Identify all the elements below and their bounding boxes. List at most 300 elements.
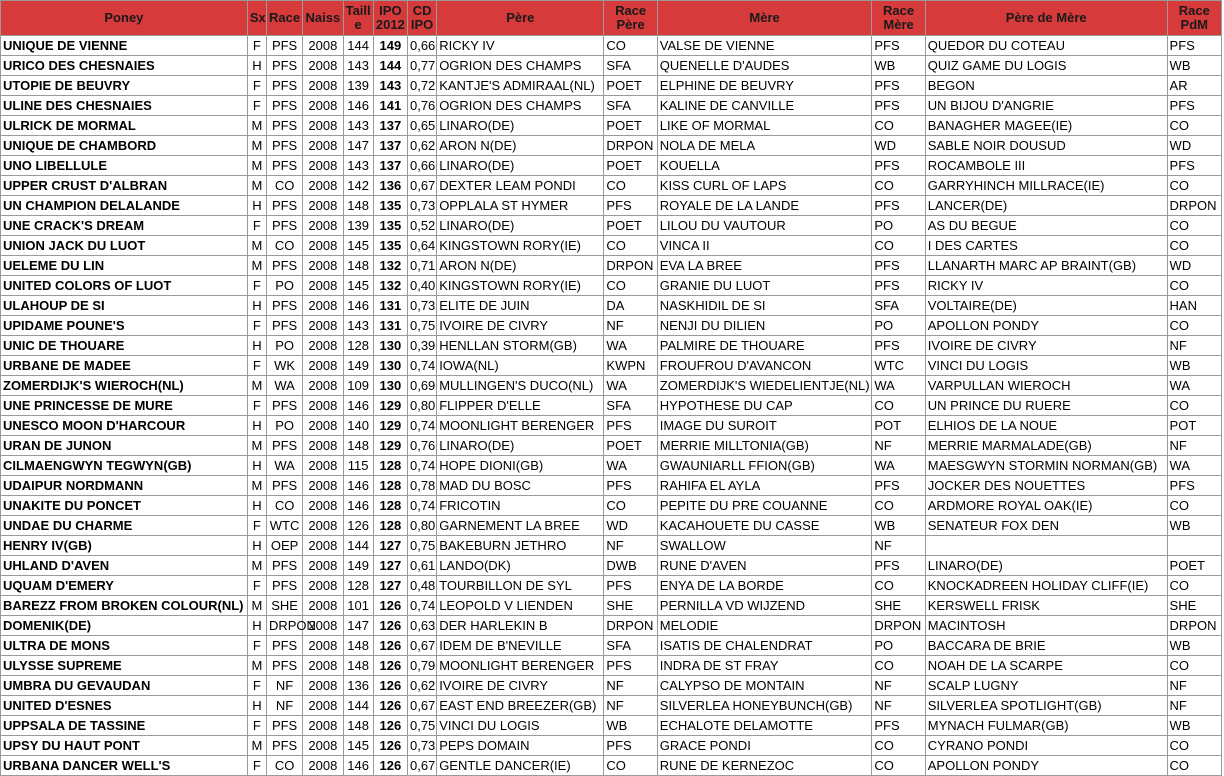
cell-sexe: F xyxy=(247,316,266,336)
cell-cd-ipo: 0,67 xyxy=(407,696,436,716)
cell-pere: KANTJE'S ADMIRAAL(NL) xyxy=(437,76,604,96)
cell-ipo-2012: 130 xyxy=(373,356,407,376)
cell-naissance: 2008 xyxy=(303,616,343,636)
cell-pere: HOPE DIONI(GB) xyxy=(437,456,604,476)
cell-taille: 145 xyxy=(343,276,373,296)
cell-sexe: F xyxy=(247,276,266,296)
cell-race-pdm: WB xyxy=(1167,636,1221,656)
cell-race: PFS xyxy=(266,116,302,136)
cell-race-pdm: PFS xyxy=(1167,96,1221,116)
cell-race: WA xyxy=(266,376,302,396)
cell-race-mere: WB xyxy=(872,516,925,536)
table-row xyxy=(1,476,1222,496)
cell-naissance: 2008 xyxy=(303,316,343,336)
cell-race-pdm: POET xyxy=(1167,556,1221,576)
cell-poney: UQUAM D'EMERY xyxy=(1,576,248,596)
cell-race: PFS xyxy=(266,296,302,316)
cell-poney: UNIC DE THOUARE xyxy=(1,336,248,356)
cell-taille: 147 xyxy=(343,136,373,156)
cell-pere: LINARO(DE) xyxy=(437,116,604,136)
table-row xyxy=(1,756,1222,776)
cell-ipo-2012: 137 xyxy=(373,116,407,136)
cell-pere-de-mere: MAESGWYN STORMIN NORMAN(GB) xyxy=(925,456,1167,476)
cell-pere: FRICOTIN xyxy=(437,496,604,516)
cell-race-pdm: WB xyxy=(1167,356,1221,376)
cell-pere-de-mere: GARRYHINCH MILLRACE(IE) xyxy=(925,176,1167,196)
cell-pere-de-mere: NOAH DE LA SCARPE xyxy=(925,656,1167,676)
cell-race-mere: PO xyxy=(872,636,925,656)
cell-race: WK xyxy=(266,356,302,376)
cell-race-pdm: CO xyxy=(1167,116,1221,136)
cell-pere-de-mere: SCALP LUGNY xyxy=(925,676,1167,696)
cell-race-pere: WA xyxy=(604,376,657,396)
cell-pere-de-mere: BEGON xyxy=(925,76,1167,96)
cell-race-pere: SFA xyxy=(604,96,657,116)
cell-race-pdm: CO xyxy=(1167,496,1221,516)
cell-race-mere: CO xyxy=(872,396,925,416)
table-row xyxy=(1,216,1222,236)
cell-race-pere: WD xyxy=(604,516,657,536)
cell-cd-ipo: 0,72 xyxy=(407,76,436,96)
cell-naissance: 2008 xyxy=(303,36,343,56)
cell-race-mere: PFS xyxy=(872,156,925,176)
cell-cd-ipo: 0,62 xyxy=(407,676,436,696)
cell-race-pdm: CO xyxy=(1167,316,1221,336)
table-row xyxy=(1,376,1222,396)
cell-cd-ipo: 0,75 xyxy=(407,716,436,736)
cell-taille: 128 xyxy=(343,336,373,356)
cell-race: PFS xyxy=(266,476,302,496)
cell-poney: ZOMERDIJK'S WIEROCH(NL) xyxy=(1,376,248,396)
cell-cd-ipo: 0,74 xyxy=(407,596,436,616)
cell-taille: 149 xyxy=(343,356,373,376)
cell-naissance: 2008 xyxy=(303,156,343,176)
cell-race-mere: CO xyxy=(872,176,925,196)
cell-ipo-2012: 126 xyxy=(373,596,407,616)
cell-ipo-2012: 137 xyxy=(373,136,407,156)
table-row xyxy=(1,96,1222,116)
cell-race-mere: CO xyxy=(872,576,925,596)
cell-race-pere: POET xyxy=(604,116,657,136)
cell-pere: EAST END BREEZER(GB) xyxy=(437,696,604,716)
cell-taille: 109 xyxy=(343,376,373,396)
cell-mere: KISS CURL OF LAPS xyxy=(657,176,872,196)
table-row xyxy=(1,176,1222,196)
cell-race: PFS xyxy=(266,76,302,96)
cell-ipo-2012: 129 xyxy=(373,396,407,416)
cell-race-mere: PFS xyxy=(872,256,925,276)
cell-mere: VALSE DE VIENNE xyxy=(657,36,872,56)
cell-sexe: F xyxy=(247,216,266,236)
cell-pere-de-mere: SILVERLEA SPOTLIGHT(GB) xyxy=(925,696,1167,716)
cell-race-mere: CO xyxy=(872,496,925,516)
cell-race-pdm: CO xyxy=(1167,396,1221,416)
cell-race: PFS xyxy=(266,96,302,116)
cell-taille: 146 xyxy=(343,296,373,316)
cell-mere: CALYPSO DE MONTAIN xyxy=(657,676,872,696)
cell-race-mere: CO xyxy=(872,236,925,256)
cell-poney: UNAKITE DU PONCET xyxy=(1,496,248,516)
cell-race-pdm: CO xyxy=(1167,216,1221,236)
cell-cd-ipo: 0,62 xyxy=(407,136,436,156)
cell-cd-ipo: 0,76 xyxy=(407,96,436,116)
cell-pere-de-mere: ARDMORE ROYAL OAK(IE) xyxy=(925,496,1167,516)
cell-race-pere: CO xyxy=(604,756,657,776)
cell-pere-de-mere: UN BIJOU D'ANGRIE xyxy=(925,96,1167,116)
cell-race-pere: DRPON xyxy=(604,616,657,636)
cell-pere: GENTLE DANCER(IE) xyxy=(437,756,604,776)
table-row xyxy=(1,596,1222,616)
cell-pere-de-mere xyxy=(925,536,1167,556)
cell-naissance: 2008 xyxy=(303,276,343,296)
cell-naissance: 2008 xyxy=(303,236,343,256)
cell-race: PFS xyxy=(266,316,302,336)
cell-race-pdm: NF xyxy=(1167,336,1221,356)
cell-pere: LINARO(DE) xyxy=(437,436,604,456)
cell-poney: DOMENIK(DE) xyxy=(1,616,248,636)
cell-poney: URBANA DANCER WELL'S xyxy=(1,756,248,776)
cell-naissance: 2008 xyxy=(303,96,343,116)
cell-race-pdm: CO xyxy=(1167,656,1221,676)
table-row xyxy=(1,436,1222,456)
cell-cd-ipo: 0,63 xyxy=(407,616,436,636)
cell-poney: UNITED D'ESNES xyxy=(1,696,248,716)
cell-mere: LIKE OF MORMAL xyxy=(657,116,872,136)
table-row xyxy=(1,576,1222,596)
cell-pere-de-mere: MERRIE MARMALADE(GB) xyxy=(925,436,1167,456)
cell-race: PFS xyxy=(266,636,302,656)
cell-pere: KINGSTOWN RORY(IE) xyxy=(437,236,604,256)
cell-race-pdm: WB xyxy=(1167,716,1221,736)
cell-sexe: F xyxy=(247,756,266,776)
cell-ipo-2012: 135 xyxy=(373,216,407,236)
table-row xyxy=(1,636,1222,656)
cell-sexe: F xyxy=(247,356,266,376)
cell-cd-ipo: 0,73 xyxy=(407,736,436,756)
cell-taille: 147 xyxy=(343,616,373,636)
cell-race-mere: PFS xyxy=(872,76,925,96)
cell-mere: NENJI DU DILIEN xyxy=(657,316,872,336)
cell-race: PFS xyxy=(266,716,302,736)
cell-sexe: F xyxy=(247,396,266,416)
cell-ipo-2012: 128 xyxy=(373,476,407,496)
cell-race-pdm: NF xyxy=(1167,696,1221,716)
cell-pere-de-mere: VOLTAIRE(DE) xyxy=(925,296,1167,316)
cell-cd-ipo: 0,40 xyxy=(407,276,436,296)
cell-ipo-2012: 127 xyxy=(373,576,407,596)
cell-ipo-2012: 126 xyxy=(373,736,407,756)
cell-cd-ipo: 0,52 xyxy=(407,216,436,236)
cell-sexe: F xyxy=(247,636,266,656)
cell-pere: ARON N(DE) xyxy=(437,256,604,276)
column-header-sexe: Sx xyxy=(247,1,266,36)
cell-taille: 148 xyxy=(343,436,373,456)
cell-naissance: 2008 xyxy=(303,436,343,456)
cell-race-pdm: PFS xyxy=(1167,476,1221,496)
table-row xyxy=(1,256,1222,276)
cell-race-mere: POT xyxy=(872,416,925,436)
cell-race-mere: PFS xyxy=(872,336,925,356)
cell-ipo-2012: 126 xyxy=(373,696,407,716)
cell-naissance: 2008 xyxy=(303,216,343,236)
table-row xyxy=(1,696,1222,716)
cell-pere: KINGSTOWN RORY(IE) xyxy=(437,276,604,296)
cell-naissance: 2008 xyxy=(303,696,343,716)
cell-race-pere: SFA xyxy=(604,396,657,416)
cell-race: WTC xyxy=(266,516,302,536)
cell-sexe: M xyxy=(247,136,266,156)
cell-naissance: 2008 xyxy=(303,576,343,596)
cell-taille: 144 xyxy=(343,36,373,56)
cell-naissance: 2008 xyxy=(303,76,343,96)
cell-race-mere: WD xyxy=(872,136,925,156)
table-row xyxy=(1,516,1222,536)
cell-race-pere: PFS xyxy=(604,736,657,756)
cell-race-pere: CO xyxy=(604,276,657,296)
cell-ipo-2012: 131 xyxy=(373,316,407,336)
cell-sexe: F xyxy=(247,676,266,696)
cell-pere-de-mere: KNOCKADREEN HOLIDAY CLIFF(IE) xyxy=(925,576,1167,596)
table-row xyxy=(1,276,1222,296)
cell-taille: 149 xyxy=(343,556,373,576)
cell-pere: HENLLAN STORM(GB) xyxy=(437,336,604,356)
cell-mere: ZOMERDIJK'S WIEDELIENTJE(NL) xyxy=(657,376,872,396)
cell-taille: 148 xyxy=(343,196,373,216)
cell-mere: PERNILLA VD WIJZEND xyxy=(657,596,872,616)
cell-sexe: H xyxy=(247,536,266,556)
cell-mere: ECHALOTE DELAMOTTE xyxy=(657,716,872,736)
cell-poney: UHLAND D'AVEN xyxy=(1,556,248,576)
cell-race-mere: WA xyxy=(872,456,925,476)
cell-sexe: H xyxy=(247,496,266,516)
cell-sexe: M xyxy=(247,736,266,756)
cell-ipo-2012: 135 xyxy=(373,196,407,216)
cell-poney: UNDAE DU CHARME xyxy=(1,516,248,536)
cell-poney: UPIDAME POUNE'S xyxy=(1,316,248,336)
cell-cd-ipo: 0,74 xyxy=(407,416,436,436)
cell-race-mere: SFA xyxy=(872,296,925,316)
cell-poney: URBANE DE MADEE xyxy=(1,356,248,376)
cell-race-pere: POET xyxy=(604,216,657,236)
cell-cd-ipo: 0,48 xyxy=(407,576,436,596)
cell-race-pdm: WB xyxy=(1167,56,1221,76)
cell-race-pdm xyxy=(1167,536,1221,556)
cell-taille: 128 xyxy=(343,576,373,596)
cell-naissance: 2008 xyxy=(303,336,343,356)
cell-taille: 143 xyxy=(343,56,373,76)
cell-taille: 144 xyxy=(343,696,373,716)
cell-race: PFS xyxy=(266,56,302,76)
cell-ipo-2012: 128 xyxy=(373,516,407,536)
cell-race-pdm: SHE xyxy=(1167,596,1221,616)
cell-race-pere: PFS xyxy=(604,656,657,676)
cell-poney: UNE PRINCESSE DE MURE xyxy=(1,396,248,416)
cell-naissance: 2008 xyxy=(303,56,343,76)
cell-taille: 146 xyxy=(343,476,373,496)
cell-sexe: F xyxy=(247,96,266,116)
cell-poney: UPPSALA DE TASSINE xyxy=(1,716,248,736)
cell-race-mere: NF xyxy=(872,536,925,556)
cell-race-pdm: WA xyxy=(1167,456,1221,476)
cell-race-pere: DA xyxy=(604,296,657,316)
cell-naissance: 2008 xyxy=(303,676,343,696)
table-row xyxy=(1,396,1222,416)
cell-cd-ipo: 0,73 xyxy=(407,196,436,216)
cell-pere-de-mere: SABLE NOIR DOUSUD xyxy=(925,136,1167,156)
cell-ipo-2012: 141 xyxy=(373,96,407,116)
table-row xyxy=(1,196,1222,216)
cell-cd-ipo: 0,74 xyxy=(407,356,436,376)
cell-naissance: 2008 xyxy=(303,396,343,416)
cell-poney: UNIQUE DE VIENNE xyxy=(1,36,248,56)
cell-cd-ipo: 0,77 xyxy=(407,56,436,76)
cell-pere-de-mere: UN PRINCE DU RUERE xyxy=(925,396,1167,416)
cell-race: PFS xyxy=(266,556,302,576)
cell-ipo-2012: 126 xyxy=(373,756,407,776)
cell-race: PFS xyxy=(266,656,302,676)
cell-race-mere: PFS xyxy=(872,556,925,576)
cell-sexe: M xyxy=(247,656,266,676)
cell-ipo-2012: 127 xyxy=(373,556,407,576)
table-row xyxy=(1,236,1222,256)
cell-sexe: M xyxy=(247,156,266,176)
cell-cd-ipo: 0,79 xyxy=(407,656,436,676)
cell-mere: ENYA DE LA BORDE xyxy=(657,576,872,596)
cell-pere: IVOIRE DE CIVRY xyxy=(437,676,604,696)
cell-pere-de-mere: MACINTOSH xyxy=(925,616,1167,636)
cell-ipo-2012: 149 xyxy=(373,36,407,56)
cell-poney: HENRY IV(GB) xyxy=(1,536,248,556)
cell-ipo-2012: 131 xyxy=(373,296,407,316)
cell-cd-ipo: 0,80 xyxy=(407,516,436,536)
cell-ipo-2012: 126 xyxy=(373,656,407,676)
column-header-pere-de-mere: Père de Mère xyxy=(925,1,1167,36)
cell-race-mere: WA xyxy=(872,376,925,396)
cell-taille: 146 xyxy=(343,96,373,116)
cell-race: CO xyxy=(266,756,302,776)
cell-race-pere: PFS xyxy=(604,576,657,596)
table-row xyxy=(1,456,1222,476)
column-header-race-pere: Race Père xyxy=(604,1,657,36)
cell-sexe: M xyxy=(247,236,266,256)
table-header xyxy=(1,1,1222,36)
cell-pere: MAD DU BOSC xyxy=(437,476,604,496)
cell-sexe: H xyxy=(247,616,266,636)
table-row xyxy=(1,336,1222,356)
cell-ipo-2012: 136 xyxy=(373,176,407,196)
cell-race: CO xyxy=(266,496,302,516)
cell-race-mere: CO xyxy=(872,756,925,776)
cell-taille: 146 xyxy=(343,756,373,776)
cell-race: PFS xyxy=(266,156,302,176)
cell-sexe: M xyxy=(247,556,266,576)
table-row xyxy=(1,36,1222,56)
cell-race-pere: PFS xyxy=(604,196,657,216)
cell-pere: LANDO(DK) xyxy=(437,556,604,576)
cell-pere: TOURBILLON DE SYL xyxy=(437,576,604,596)
cell-race: NF xyxy=(266,676,302,696)
cell-pere-de-mere: MYNACH FULMAR(GB) xyxy=(925,716,1167,736)
cell-sexe: M xyxy=(247,116,266,136)
cell-ipo-2012: 135 xyxy=(373,236,407,256)
cell-taille: 140 xyxy=(343,416,373,436)
cell-race-pere: NF xyxy=(604,316,657,336)
cell-pere: GARNEMENT LA BREE xyxy=(437,516,604,536)
cell-ipo-2012: 130 xyxy=(373,376,407,396)
cell-pere: LEOPOLD V LIENDEN xyxy=(437,596,604,616)
cell-race-pere: POET xyxy=(604,436,657,456)
cell-pere: ARON N(DE) xyxy=(437,136,604,156)
cell-race: PO xyxy=(266,336,302,356)
cell-mere: MERRIE MILLTONIA(GB) xyxy=(657,436,872,456)
cell-poney: UELEME DU LIN xyxy=(1,256,248,276)
cell-mere: QUENELLE D'AUDES xyxy=(657,56,872,76)
cell-pere-de-mere: BACCARA DE BRIE xyxy=(925,636,1167,656)
cell-naissance: 2008 xyxy=(303,736,343,756)
cell-poney: UTOPIE DE BEUVRY xyxy=(1,76,248,96)
cell-sexe: M xyxy=(247,436,266,456)
cell-pere: RICKY IV xyxy=(437,36,604,56)
cell-race-pere: DWB xyxy=(604,556,657,576)
cell-poney: UPPER CRUST D'ALBRAN xyxy=(1,176,248,196)
cell-mere: HYPOTHESE DU CAP xyxy=(657,396,872,416)
cell-naissance: 2008 xyxy=(303,496,343,516)
cell-race: NF xyxy=(266,696,302,716)
cell-poney: UMBRA DU GEVAUDAN xyxy=(1,676,248,696)
cell-taille: 143 xyxy=(343,116,373,136)
cell-race-pere: DRPON xyxy=(604,256,657,276)
cell-pere-de-mere: KERSWELL FRISK xyxy=(925,596,1167,616)
table-row xyxy=(1,676,1222,696)
table-row xyxy=(1,56,1222,76)
cell-taille: 146 xyxy=(343,496,373,516)
cell-race: PFS xyxy=(266,136,302,156)
cell-pere-de-mere: ROCAMBOLE III xyxy=(925,156,1167,176)
cell-mere: NASKHIDIL DE SI xyxy=(657,296,872,316)
cell-race-pere: DRPON xyxy=(604,136,657,156)
cell-naissance: 2008 xyxy=(303,596,343,616)
cell-mere: GWAUNIARLL FFION(GB) xyxy=(657,456,872,476)
cell-poney: URICO DES CHESNAIES xyxy=(1,56,248,76)
table-row xyxy=(1,76,1222,96)
cell-pere: OGRION DES CHAMPS xyxy=(437,96,604,116)
table-row xyxy=(1,616,1222,636)
cell-ipo-2012: 143 xyxy=(373,76,407,96)
cell-poney: CILMAENGWYN TEGWYN(GB) xyxy=(1,456,248,476)
cell-race-pdm: CO xyxy=(1167,756,1221,776)
column-header-ipo-2012: IPO 2012 xyxy=(373,1,407,36)
cell-sexe: F xyxy=(247,516,266,536)
cell-race-mere: PFS xyxy=(872,476,925,496)
cell-mere: LILOU DU VAUTOUR xyxy=(657,216,872,236)
cell-mere: KALINE DE CANVILLE xyxy=(657,96,872,116)
cell-race-pere: PFS xyxy=(604,416,657,436)
cell-race-pdm: CO xyxy=(1167,236,1221,256)
cell-ipo-2012: 130 xyxy=(373,336,407,356)
cell-mere: GRACE PONDI xyxy=(657,736,872,756)
table-row xyxy=(1,716,1222,736)
cell-sexe: H xyxy=(247,456,266,476)
cell-race-mere: WTC xyxy=(872,356,925,376)
cell-naissance: 2008 xyxy=(303,516,343,536)
cell-race-mere: WB xyxy=(872,56,925,76)
cell-race-pdm: DRPON xyxy=(1167,616,1221,636)
cell-naissance: 2008 xyxy=(303,656,343,676)
cell-pere-de-mere: RICKY IV xyxy=(925,276,1167,296)
cell-race-pere: POET xyxy=(604,76,657,96)
cell-ipo-2012: 129 xyxy=(373,416,407,436)
cell-sexe: H xyxy=(247,336,266,356)
